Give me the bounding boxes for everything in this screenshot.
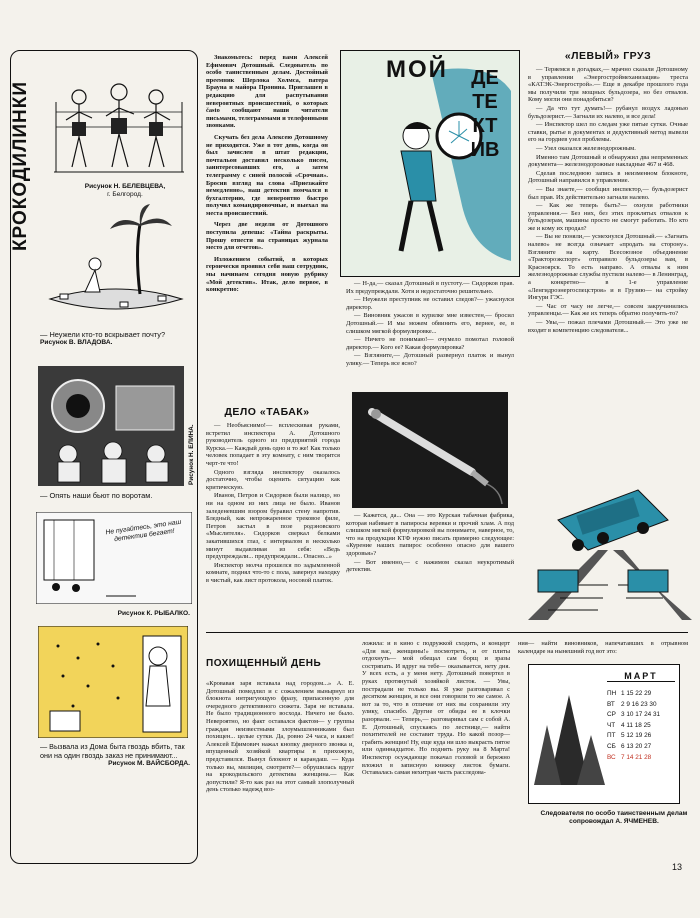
calendar-row: ВС 7 14 21 28: [607, 753, 652, 761]
page-number: 13: [672, 862, 683, 872]
calendar-credit: Следователя по особо таинственным делам сопровождал А. ЯЧМЕНЕВ.: [540, 810, 688, 825]
logo-word-detektiv: ДЕТЕКТИВ: [470, 67, 500, 161]
calendar-row: ВТ 2 9 16 23 30: [607, 700, 657, 708]
cartoon-3-caption: — Опять наши бьют по воротам.: [40, 491, 153, 500]
calendar-month: МАРТ: [607, 671, 675, 682]
calendar-row: СР 3 10 17 24 31: [607, 711, 661, 719]
den-col1: «Кровавая заря вставала над городом...» А. Е. Дотошный помедлил и с сожалением вынырнул из блокнота интригующую фразу, припасенную для очередного детективного сюжета. Заря не вставала. Не было традиционного восхода. Ничего не было. Невероятно, но факт оставался фактом— у группы граждан неизвестными злоумышленниками был похищен... целые сутки. Да, ровно 24 часа, и какие! Алексей Ефимович нажал кнопку дверного звонка и, впущенный хозяйкой квартиры в прихожую, представился. Вынул блокнот и карандаш. — Куда только вы, милиция, смотрите?— обрушилась вдруг на крокодильского детектива женщина.— Как допустили? Я-то как раз на этот самый злополучный день столько надежд воз-: [206, 680, 354, 794]
calendar-row: СБ 6 13 20 27: [607, 742, 652, 750]
cartoon-yellow-room: [38, 626, 188, 738]
rail-illustration: [518, 470, 692, 620]
cartoon-5-caption: — Вызвала из Дома быта гвоздь вбить, так они на один гвоздь заказ не принимают... Рисунок М. ВАЙСБОРДА.: [40, 742, 190, 767]
calendar-row: ПТ 5 12 19 26: [607, 732, 652, 740]
calendar-row: ПН 1 15 22 29: [607, 690, 652, 697]
sidebar-title: [8, 60, 32, 270]
den-heading: ПОХИЩЕННЫЙ ДЕНЬ: [206, 658, 322, 669]
gruz-heading: «ЛЕВЫЙ» ГРУЗ: [564, 50, 652, 62]
intro-text: Знакомьтесь: перед вами Алексей Ефимович Дотошный. Следователь по особо таинственным делам. Достойный преемник Шерлока Холмса, патера Брауна и майора Пронина. Приглашен в редакцию для распутывания невероятных происшествий, о которых častо сообщают наши читатели письмами, телеграммами и телефонными звонками. Скучать без дела Алексею Дотошному не приходится. Уже в тот день, когда он был зачислен в штат редакции, почтальон доставил несколько писем, заинтересовавших его, а затем телеграмму с синей полосой «Срочная». Бросив взгляд на слова «Приезжайте немедленно», наш детектив помчался в бухгалтерию, где невероятно быстро получил командировочные, и выехал на места происшествий. Через две недели от Дотошного поступила депеша: «Тайна раскрыты. Прошу отвести на страницах журнала место для отчетов». Изложением событий, в которых героически проявил себя наш сотрудник, мы начинаем сегодня новую рубрику «Мой детектив». Итак, дело первое, в конкретно:: [206, 54, 328, 294]
cigarette-photo: [352, 392, 508, 508]
gruz-text: — Теряемся в догадках,— мрачно сказали Дотошному в управлении «Энергостроймеханизация» треста «КАТЭК-Энергострой».— Еще в декабре прошлого года мы получили три мощных бульдозера, но без отвалов. Кому могли они понадобиться? — Да что тут думать!— рубанул воздух ладонью бульдозерист.— Загнали их налево, и все дела! — Инспектор шел по следам уже пятые сутки. Очные ставки, рытье в документах и дедуктивный метод вывели его на гордиев узел проблемы. — Узел оказался железнодорожным. Именно там Дотошный и обнаружил два непременных документа— железнодорожные накладные 467 и 468. Сделав последнюю запись в неизменном блокноте, Дотошный направился в управление. — Вы знаете,— сообщил инспектор,— бульдозерист был прав. Их действительно загнали налево. — Как же теперь быть?— охнули работники управления.— Без них, без этих проклятых отвалов к бульдозерам, машины просто не смогут работать. Но кто же и кому их продал? — Вы не поняли,— усмехнулся Дотошный.— «Загнать налево» не всегда означает «продать на сторону». Взгляните на карту. Всесоюзное объединение «Трактороэкспорт» отправило бульдозеры вам, в Красноярск. То есть направо. А отвалы к ним железнодорожные службы пустили налево— в Ленинград, а конкретно— в 1-е управление «Ленгидроэнергоспецстроя» и в Грузию— на стройку Ингури ГЭС. — Час от часу не легче,— совсем закручинились управленцы.— Как же их теперь обратно получить-то? — Увы,— пожал плечами Дотошный.— Это уже не входит в компетенцию следователя...: [528, 66, 688, 334]
cartoon-1-credit: Рисунок Н. БЕЛЕВЦЕВА, г. Белгород.: [84, 183, 166, 198]
cartoon-island: [40, 204, 192, 324]
den-col2: ложила: и в кино с подружкой сходить, и концерт «Для вас, женщины!» посмотреть, и от плиты отдохнуть— мой обещал сам борщ и зразы состряпать. И вдруг на тебе— оказывается, нету дня. У всех есть, а у меня нету. Дотошный повертел в руках протянутый хозяйкой листок. — Увы, пострадали не только вы. Я уже разговаривал с десятком женщин, и все они говорили то же самое. А вот за то, что в отличие от них вы сохранили эту улику, спасибо. Другие от обиды ее в клочки разорвали. — Теперь,— разговаривал сам с собой А. Е. Дотошный, спускаясь по лестнице,— найти похитителей не составит труда. Но какой позор— грабить женщин! Ну, еще куда ни шло выкрасть пятое или одиннадцатое. Но поднять руку на 8 Марта! Инспектор осуждающе покачал головой и бережно вложил в записную книжку листок бумаги. Оставалась самая нехитрая часть расследова-: [362, 640, 510, 777]
detective-sign: Не пугайтесь, это наш детектив бегает!: [105, 518, 182, 544]
tabak-heading: ДЕЛО «ТАБАК»: [224, 406, 310, 418]
cartoon-4-credit: Рисунок К. РЫБАЛКО.: [117, 610, 190, 617]
logo-word-moi: МОЙ: [386, 56, 448, 83]
sidebar-title-text: КРОКОДИЛИНКИ: [10, 80, 31, 252]
cartoon-tv: [38, 366, 184, 486]
tabak-col2-end: — Кажется, да... Она — это Курская табачная фабрика, которая набивает в папиросы веревки и прочий хлам. А под слишком мягкой формулировкой вы понимаете, наверное, то, что на продукции КТФ нужно писать примерно следующее: «Курение наших папирос особенно опасно для вашего здоровья»? — Вот именно,— с нажимом сказал неукротимый детектив.: [346, 512, 514, 574]
den-col3: ния— найти виновников, напечатавших в отрывном календаре на нынешний год вот это:: [518, 640, 688, 655]
calendar-sheet: [528, 664, 680, 804]
cartoon-boxers: [44, 72, 192, 182]
calendar-row: ЧТ 4 11 18 25: [607, 721, 651, 729]
calendar-grid: [607, 689, 677, 763]
tabak-col1: — Необъяснимо!— всплескивая руками, встретил инспектора А. Дотошного руководитель одного из предприятий города Курска.— Каждый день одно и то же! Как только человек попадает в эту комнату, с ним творится черт-те что! Одного взгляда инспектору оказалось достаточно, чтобы оценить ситуацию как критическую. Иванов, Петров и Сидорков были налицо, но ни на одном из них лица не было. Иванов заледеневшим взором буравил стену напротив. Бледный, как непрожаренное трековое филе, Петров застыл в позе родэновского «Мыслителя». Сидорков сверкал белками закатившихся глаз, с интервалом в несколько минут выдавливая из себя: «Ведь предупреждали... предупреждали... Опасно...» Инспектор молча прошелся по задымленной комнате, поднял что-то с пола, завернул находку в чистый, как лист протокола, носовой платок.: [206, 422, 340, 584]
cartoon-3-credit: Рисунок Н. ЕЛИНА.: [188, 424, 195, 485]
tabak-col2: — Н-да,— сказал Дотошный в пустоту.— Сидорков прав. Их предупреждали. Хотя и недостаточно решительно. — Неужели преступник не оставил следов?— ужаснулся директор. — Виновник ужасов в курилке мне известен,— бросил Дотошный.— И мы можем обвинить его, вернее, ее, в слишком мягкой формулировке... — Ничего не понимаю!— очумело помотал головой директор.— Кого ее? Какая формулировка? — Взгляните,— Дотошный развернул платок и вынул улику.— Теперь все ясно?: [346, 280, 514, 367]
section-divider: [206, 632, 688, 633]
cartoon-2-caption: — Неужели кто-то вскрывает почту? Рисунок В. ВЛАДОВА.: [40, 330, 166, 346]
